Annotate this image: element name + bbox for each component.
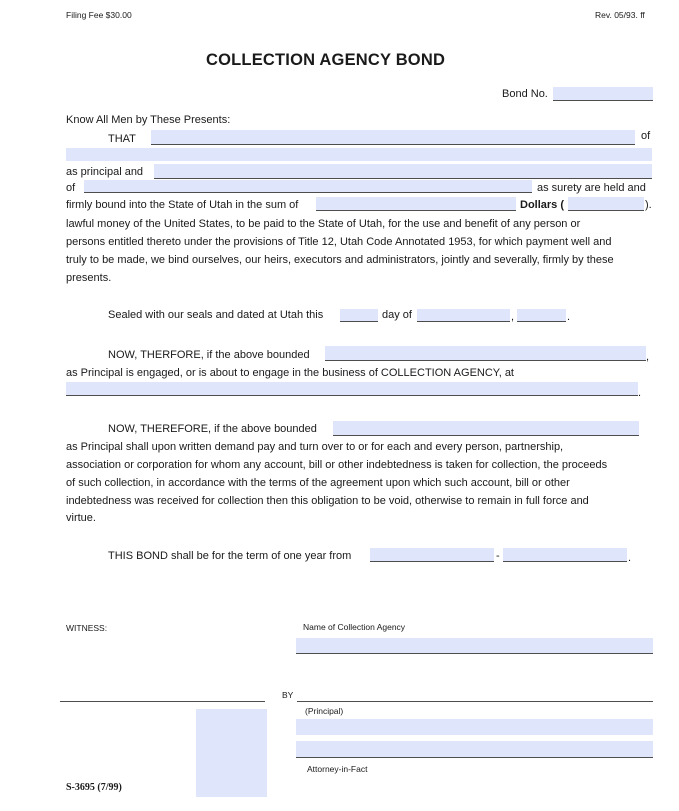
day-of-label: day of (382, 309, 412, 321)
revision-label: Rev. 05/93. ff (595, 10, 645, 20)
surety-name-field[interactable] (154, 164, 652, 179)
seal-field[interactable] (196, 709, 267, 797)
bond-text-line: persons entitled thereto under the provisions of Title 12, Utah Code Annotated 1953, for which payment well and (66, 236, 612, 248)
as-surety-label: as surety are held and (537, 182, 646, 194)
bond-no-underline (553, 100, 653, 101)
bounded-comma: , (646, 351, 650, 363)
principal-signature-field[interactable] (296, 719, 653, 735)
of-label: of (641, 130, 651, 142)
principal-name-field[interactable] (151, 130, 635, 145)
now-therefore-text: NOW, THEREFORE, if the above bounded (108, 423, 317, 435)
location-period: . (638, 387, 642, 399)
principal-address-field[interactable] (66, 148, 652, 161)
agency-location-field[interactable] (66, 382, 638, 396)
know-all-text: Know All Men by These Presents: (66, 114, 231, 126)
by-signature-line (297, 701, 653, 702)
bond-no-label: Bond No. (502, 88, 548, 100)
bounded-principal-field[interactable] (325, 346, 646, 361)
term-end-field[interactable] (503, 548, 627, 562)
witness-signature-line (60, 701, 265, 702)
condition-text-line: association or corporation for whom any account, bill or other indebtedness is taken for collection, the proceeds (66, 459, 608, 471)
attorney-signature-field[interactable] (296, 741, 653, 758)
bond-text-line: lawful money of the United States, to be paid to the State of Utah, for the use and benefit of any person or (66, 218, 581, 230)
now-therfore-text: NOW, THERFORE, if the above bounded (108, 349, 310, 361)
condition-text-line: as Principal shall upon written demand pay and turn over to or for each and every person, partnership, (66, 441, 564, 453)
dollars-label: Dollars ( (520, 199, 565, 211)
bond-no-field[interactable] (553, 87, 653, 100)
term-start-field[interactable] (370, 548, 494, 562)
of-label-2: of (66, 182, 76, 194)
attorney-label: Attorney-in-Fact (307, 764, 368, 774)
term-period: . (628, 552, 632, 564)
as-principal-label: as principal and (66, 166, 144, 178)
year-field[interactable] (517, 309, 566, 322)
page-title: COLLECTION AGENCY BOND (206, 51, 446, 69)
date-comma: , (511, 311, 515, 323)
form-number: S-3695 (7/99) (66, 782, 122, 793)
month-field[interactable] (417, 309, 510, 322)
bond-text-line: truly to be made, we bind ourselves, our heirs, executors and administrators, jointly and severally, firmly by these (66, 254, 614, 266)
agency-name-label: Name of Collection Agency (303, 622, 406, 632)
witness-label: WITNESS: (66, 623, 108, 633)
condition-text-line: virtue. (66, 512, 96, 524)
engaged-text: as Principal is engaged, or is about to engage in the business of COLLECTION AGENCY, at (66, 367, 514, 379)
by-label: BY (282, 690, 294, 700)
bond-text-line: presents. (66, 272, 112, 284)
condition-text-line: of such collection, in accordance with the terms of the agreement upon which such account, bill or other (66, 477, 570, 489)
sum-amount-field[interactable] (568, 197, 644, 211)
filing-fee: Filing Fee $30.00 (66, 10, 132, 20)
sealed-text: Sealed with our seals and dated at Utah this (108, 309, 324, 321)
surety-address-field[interactable] (84, 180, 532, 193)
term-text: THIS BOND shall be for the term of one year from (108, 550, 352, 562)
dollars-close: ). (645, 199, 652, 211)
day-field[interactable] (340, 309, 378, 322)
date-period: . (567, 311, 571, 323)
sum-words-field[interactable] (316, 197, 516, 211)
firmly-bound-text: firmly bound into the State of Utah in the sum of (66, 199, 299, 211)
condition-text-line: indebtedness was received for collection then this obligation to be void, otherwise to remain in full force and (66, 495, 589, 507)
that-label: THAT (108, 133, 136, 145)
agency-name-field[interactable] (296, 638, 653, 654)
principal-label: (Principal) (305, 706, 344, 716)
bounded-principal-field-2[interactable] (333, 421, 639, 436)
term-dash: - (496, 550, 500, 562)
